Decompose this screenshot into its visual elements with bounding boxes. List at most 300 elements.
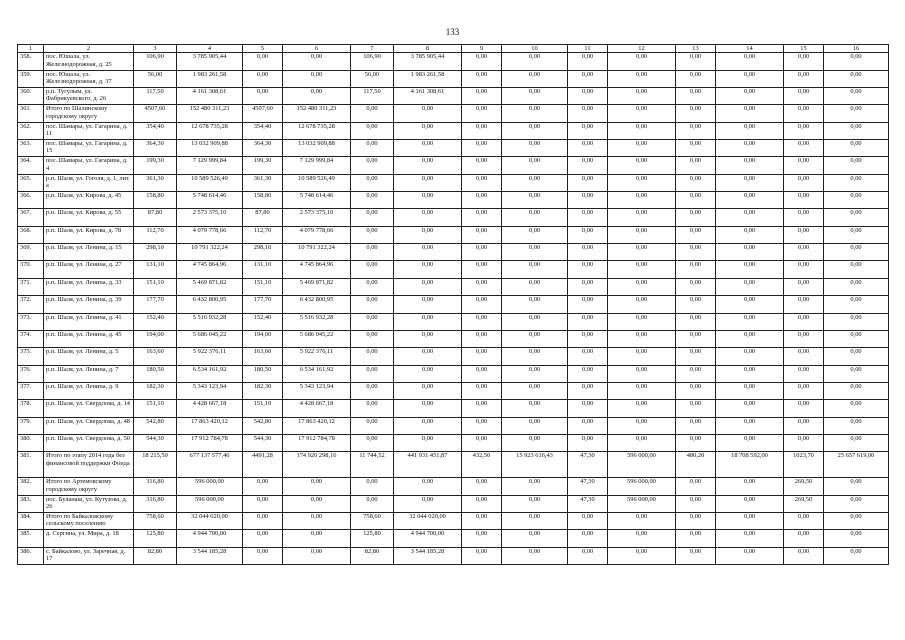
value-cell: 0,00 [716,261,784,278]
value-cell: 0,00 [394,382,462,399]
value-cell: 0,00 [502,417,568,434]
address-cell: Итого по этапу 2014 года без финансовой поддержки Фонда [44,452,134,478]
table-row [18,105,889,122]
address-cell: р.п. Шаля, ул. Ленина, д. 9 [44,382,134,399]
value-cell: 0,00 [716,330,784,347]
value-cell: 151,10 [243,278,283,295]
value-cell: 0,00 [716,122,784,139]
value-cell: 354,40 [134,122,177,139]
value-cell: 677 137 577,46 [177,452,243,478]
value-cell: 0,00 [676,348,716,365]
value-cell: 0,00 [676,400,716,417]
value-cell: 199,30 [134,157,177,174]
value-cell: 0,00 [394,313,462,330]
value-cell: 82,80 [134,547,177,564]
value-cell: 32 044 020,00 [177,512,243,529]
value-cell: 0,00 [608,313,676,330]
address-cell: с. Байкалово, ул. Заречная, д. 17 [44,547,134,564]
row-number-cell: 386. [18,547,44,564]
value-cell: 131,10 [243,261,283,278]
value-cell: 5 748 614,46 [177,192,243,209]
value-cell: 194,00 [243,330,283,347]
value-cell: 47,30 [568,452,608,478]
value-cell: 0,00 [568,122,608,139]
address-cell: р.п. Шаля, ул. Ленина, д. 15 [44,244,134,261]
value-cell: 0,00 [394,174,462,191]
row-number-cell: 374. [18,330,44,347]
value-cell: 0,00 [502,226,568,243]
value-cell: 4 161 308,61 [394,88,462,105]
value-cell: 112,70 [243,226,283,243]
value-cell: 82,80 [351,547,394,564]
value-cell: 0,00 [462,330,502,347]
value-cell: 542,80 [134,417,177,434]
value-cell: 0,00 [676,226,716,243]
value-cell: 5 343 123,94 [283,382,351,399]
address-cell: р.п. Шаля, ул. Ленина, д. 33 [44,278,134,295]
value-cell: 0,00 [568,530,608,547]
value-cell: 0,00 [351,278,394,295]
value-cell: 0,00 [283,70,351,87]
value-cell: 0,00 [394,157,462,174]
value-cell: 0,00 [462,157,502,174]
value-cell: 0,00 [462,530,502,547]
value-cell: 0,00 [608,530,676,547]
value-cell: 0,00 [568,53,608,70]
value-cell: 0,00 [608,209,676,226]
row-number-cell: 385. [18,530,44,547]
value-cell: 4 428 667,18 [283,400,351,417]
value-cell: 7 129 999,84 [177,157,243,174]
value-cell: 0,00 [502,382,568,399]
value-cell: 0,00 [568,417,608,434]
value-cell: 125,80 [351,530,394,547]
value-cell: 0,00 [784,512,824,529]
value-cell: 17 912 784,78 [177,434,243,451]
value-cell: 0,00 [394,434,462,451]
table-row [18,478,889,495]
value-cell: 5 516 932,28 [177,313,243,330]
value-cell: 3 544 185,28 [177,547,243,564]
value-cell: 0,00 [824,495,889,512]
value-cell: 0,00 [502,192,568,209]
address-cell: р.п. Шаля, ул. Гоголя, д. 1, лит. а [44,174,134,191]
value-cell: 0,00 [784,330,824,347]
address-cell: р.п. Шаля, ул. Свердлова, д. 14 [44,400,134,417]
value-cell: 0,00 [351,105,394,122]
value-cell: 0,00 [568,174,608,191]
value-cell: 5 469 871,82 [283,278,351,295]
value-cell: 0,00 [716,192,784,209]
value-cell: 0,00 [676,105,716,122]
value-cell: 0,00 [462,547,502,564]
value-cell: 0,00 [716,140,784,157]
row-number-cell: 363. [18,140,44,157]
value-cell: 180,50 [134,365,177,382]
value-cell: 0,00 [243,512,283,529]
value-cell: 0,00 [824,434,889,451]
value-cell: 0,00 [462,70,502,87]
address-cell: пос. Юшала, ул. Железнодорожная, д. 37 [44,70,134,87]
table-row [18,53,889,70]
row-number-cell: 370. [18,261,44,278]
value-cell: 0,00 [568,313,608,330]
value-cell: 0,00 [568,278,608,295]
value-cell: 0,00 [351,192,394,209]
value-cell: 0,00 [462,53,502,70]
value-cell: 0,00 [824,547,889,564]
value-cell: 0,00 [824,140,889,157]
value-cell: 0,00 [462,226,502,243]
value-cell: 0,00 [243,547,283,564]
value-cell: 0,00 [568,105,608,122]
column-number-header: 13 [676,45,716,53]
value-cell: 117,50 [134,88,177,105]
value-cell: 0,00 [716,53,784,70]
value-cell: 174 920 298,16 [283,452,351,478]
value-cell: 0,00 [568,365,608,382]
value-cell: 0,00 [716,495,784,512]
value-cell: 0,00 [824,330,889,347]
value-cell: 0,00 [462,348,502,365]
value-cell: 5 922 376,11 [177,348,243,365]
value-cell: 0,00 [502,140,568,157]
value-cell: 0,00 [716,348,784,365]
value-cell: 0,00 [784,365,824,382]
value-cell: 596 000,00 [177,495,243,512]
row-number-cell: 382. [18,478,44,495]
value-cell: 0,00 [462,495,502,512]
address-cell: пос. Шамары, ул. Гагарина, д. 11 [44,122,134,139]
value-cell: 180,50 [243,365,283,382]
value-cell: 0,00 [824,261,889,278]
value-cell: 0,00 [824,478,889,495]
row-number-cell: 362. [18,122,44,139]
value-cell: 5 748 614,46 [283,192,351,209]
value-cell: 0,00 [784,157,824,174]
value-cell: 152,40 [134,313,177,330]
value-cell: 0,00 [824,122,889,139]
value-cell: 0,00 [608,296,676,313]
value-cell: 0,00 [824,313,889,330]
value-cell: 5 686 045,22 [177,330,243,347]
value-cell: 298,10 [134,244,177,261]
value-cell: 4 161 308,61 [177,88,243,105]
value-cell: 3 544 185,28 [394,547,462,564]
value-cell: 0,00 [502,174,568,191]
row-number-cell: 373. [18,313,44,330]
value-cell: 4 079 778,66 [283,226,351,243]
value-cell: 0,00 [676,209,716,226]
address-cell: р.п. Шаля, ул. Свердлова, д. 50 [44,434,134,451]
row-number-cell: 377. [18,382,44,399]
value-cell: 0,00 [502,434,568,451]
value-cell: 0,00 [784,105,824,122]
row-number-cell: 358. [18,53,44,70]
value-cell: 0,00 [462,365,502,382]
value-cell: 0,00 [462,478,502,495]
value-cell: 18 215,50 [134,452,177,478]
value-cell: 0,00 [462,512,502,529]
value-cell: 0,00 [824,512,889,529]
column-number-header: 3 [134,45,177,53]
value-cell: 0,00 [351,174,394,191]
value-cell: 0,00 [608,122,676,139]
value-cell: 480,20 [676,452,716,478]
value-cell: 0,00 [824,70,889,87]
row-number-cell: 366. [18,192,44,209]
table-row [18,122,889,139]
value-cell: 0,00 [351,226,394,243]
address-cell: д. Сергина, ул. Мира, д. 18 [44,530,134,547]
table-row [18,296,889,313]
value-cell: 0,00 [462,400,502,417]
row-number-cell: 379. [18,417,44,434]
value-cell: 0,00 [568,434,608,451]
value-cell: 0,00 [608,53,676,70]
value-cell: 177,70 [243,296,283,313]
address-cell: Итого по Байкаловскому сельскому поселению [44,512,134,529]
address-cell: пос. Юшала, ул. Железнодорожная, д. 25 [44,53,134,70]
value-cell: 0,00 [351,417,394,434]
value-cell: 0,00 [351,313,394,330]
value-cell: 56,00 [134,70,177,87]
column-number-header: 1 [18,45,44,53]
value-cell: 17 863 420,12 [177,417,243,434]
value-cell: 0,00 [676,174,716,191]
value-cell: 0,00 [502,547,568,564]
value-cell: 0,00 [351,495,394,512]
value-cell: 0,00 [784,530,824,547]
value-cell: 0,00 [462,88,502,105]
value-cell: 0,00 [784,122,824,139]
value-cell: 0,00 [784,348,824,365]
table-row [18,530,889,547]
value-cell: 0,00 [351,157,394,174]
table-row [18,261,889,278]
value-cell: 0,00 [568,261,608,278]
table-row [18,140,889,157]
value-cell: 0,00 [283,530,351,547]
value-cell: 0,00 [608,174,676,191]
row-number-cell: 383. [18,495,44,512]
value-cell: 0,00 [351,365,394,382]
value-cell: 151,10 [134,400,177,417]
column-number-header: 10 [502,45,568,53]
row-number-cell: 365. [18,174,44,191]
value-cell: 0,00 [676,365,716,382]
value-cell: 158,80 [243,192,283,209]
table-row [18,434,889,451]
value-cell: 0,00 [824,157,889,174]
value-cell: 0,00 [502,209,568,226]
value-cell: 0,00 [568,348,608,365]
value-cell: 10 791 322,24 [283,244,351,261]
value-cell: 0,00 [568,400,608,417]
value-cell: 0,00 [394,478,462,495]
column-number-header: 5 [243,45,283,53]
row-number-cell: 380. [18,434,44,451]
value-cell: 269,50 [784,495,824,512]
value-cell: 125,80 [134,530,177,547]
value-cell: 0,00 [784,434,824,451]
value-cell: 0,00 [676,330,716,347]
value-cell: 0,00 [784,70,824,87]
value-cell: 0,00 [462,382,502,399]
value-cell: 0,00 [716,70,784,87]
value-cell: 0,00 [502,365,568,382]
value-cell: 0,00 [824,209,889,226]
value-cell: 0,00 [568,296,608,313]
value-cell: 0,00 [824,400,889,417]
value-cell: 0,00 [394,330,462,347]
value-cell: 269,50 [784,478,824,495]
value-cell: 316,80 [134,478,177,495]
value-cell: 0,00 [824,244,889,261]
value-cell: 117,50 [351,88,394,105]
value-cell: 0,00 [676,434,716,451]
value-cell: 4 079 778,66 [177,226,243,243]
table-row [18,70,889,87]
value-cell: 4 428 667,18 [177,400,243,417]
value-cell: 0,00 [283,512,351,529]
value-cell: 0,00 [462,417,502,434]
value-cell: 0,00 [568,157,608,174]
row-number-cell: 375. [18,348,44,365]
value-cell: 0,00 [502,330,568,347]
row-number-cell: 367. [18,209,44,226]
value-cell: 0,00 [784,192,824,209]
value-cell: 0,00 [351,400,394,417]
column-number-header: 7 [351,45,394,53]
value-cell: 0,00 [351,261,394,278]
value-cell: 0,00 [824,192,889,209]
value-cell: 0,00 [568,330,608,347]
value-cell: 0,00 [502,70,568,87]
column-number-header: 4 [177,45,243,53]
value-cell: 0,00 [351,478,394,495]
address-cell: р.п. Тугулым, ул. Фабрикуевского, д. 26 [44,88,134,105]
column-number-header: 14 [716,45,784,53]
value-cell: 152,40 [243,313,283,330]
value-cell: 17 912 784,78 [283,434,351,451]
value-cell: 3 785 905,44 [394,53,462,70]
table-row [18,495,889,512]
value-cell: 0,00 [394,348,462,365]
row-number-cell: 359. [18,70,44,87]
value-cell: 0,00 [283,547,351,564]
value-cell: 0,00 [502,348,568,365]
value-cell: 0,00 [716,278,784,295]
value-cell: 298,10 [243,244,283,261]
value-cell: 0,00 [351,348,394,365]
value-cell: 158,80 [134,192,177,209]
value-cell: 5 343 123,94 [177,382,243,399]
table-header-row [18,45,889,53]
column-number-header: 11 [568,45,608,53]
value-cell: 0,00 [502,157,568,174]
row-number-cell: 369. [18,244,44,261]
table-row [18,244,889,261]
value-cell: 0,00 [608,244,676,261]
value-cell: 7 129 999,84 [283,157,351,174]
value-cell: 182,30 [243,382,283,399]
value-cell: 0,00 [351,122,394,139]
value-cell: 0,00 [824,226,889,243]
value-cell: 199,30 [243,157,283,174]
value-cell: 596 000,00 [608,452,676,478]
value-cell: 17 863 420,12 [283,417,351,434]
row-number-cell: 364. [18,157,44,174]
value-cell: 0,00 [394,244,462,261]
value-cell: 10 589 526,49 [283,174,351,191]
value-cell: 0,00 [608,157,676,174]
address-cell: р.п. Шаля, ул. Кирова, д. 78 [44,226,134,243]
table-row [18,174,889,191]
value-cell: 152 480 311,23 [283,105,351,122]
value-cell: 0,00 [502,530,568,547]
value-cell: 0,00 [502,88,568,105]
value-cell: 0,00 [608,400,676,417]
value-cell: 0,00 [243,70,283,87]
value-cell: 0,00 [824,278,889,295]
value-cell: 12 678 735,28 [177,122,243,139]
value-cell: 0,00 [716,547,784,564]
value-cell: 596 000,00 [608,495,676,512]
value-cell: 12 678 735,28 [283,122,351,139]
value-cell: 0,00 [351,209,394,226]
value-cell: 10 589 526,49 [177,174,243,191]
value-cell: 0,00 [676,530,716,547]
row-number-cell: 368. [18,226,44,243]
value-cell: 0,00 [716,226,784,243]
value-cell: 0,00 [568,209,608,226]
value-cell: 0,00 [676,417,716,434]
value-cell: 0,00 [462,209,502,226]
value-cell: 596 000,00 [177,478,243,495]
value-cell: 0,00 [784,417,824,434]
value-cell: 0,00 [676,53,716,70]
value-cell: 0,00 [243,53,283,70]
address-cell: пос. Буланаш, ул. Кутузова, д. 26 [44,495,134,512]
table-row [18,330,889,347]
value-cell: 0,00 [502,296,568,313]
value-cell: 364,30 [243,140,283,157]
value-cell: 177,70 [134,296,177,313]
value-cell: 0,00 [283,53,351,70]
value-cell: 0,00 [462,296,502,313]
value-cell: 0,00 [462,140,502,157]
value-cell: 6 534 161,92 [283,365,351,382]
address-cell: р.п. Шаля, ул. Ленина, д. 45 [44,330,134,347]
value-cell: 0,00 [784,313,824,330]
value-cell: 0,00 [676,88,716,105]
address-cell: р.п. Шаля, ул. Ленина, д. 41 [44,313,134,330]
row-number-cell: 372. [18,296,44,313]
column-number-header: 15 [784,45,824,53]
value-cell: 0,00 [394,365,462,382]
table-row [18,348,889,365]
value-cell: 0,00 [784,278,824,295]
value-cell: 0,00 [716,365,784,382]
value-cell: 0,00 [608,88,676,105]
value-cell: 0,00 [351,330,394,347]
value-cell: 15 923 616,43 [502,452,568,478]
value-cell: 194,00 [134,330,177,347]
value-cell: 0,00 [394,400,462,417]
value-cell: 0,00 [568,547,608,564]
value-cell: 47,30 [568,495,608,512]
